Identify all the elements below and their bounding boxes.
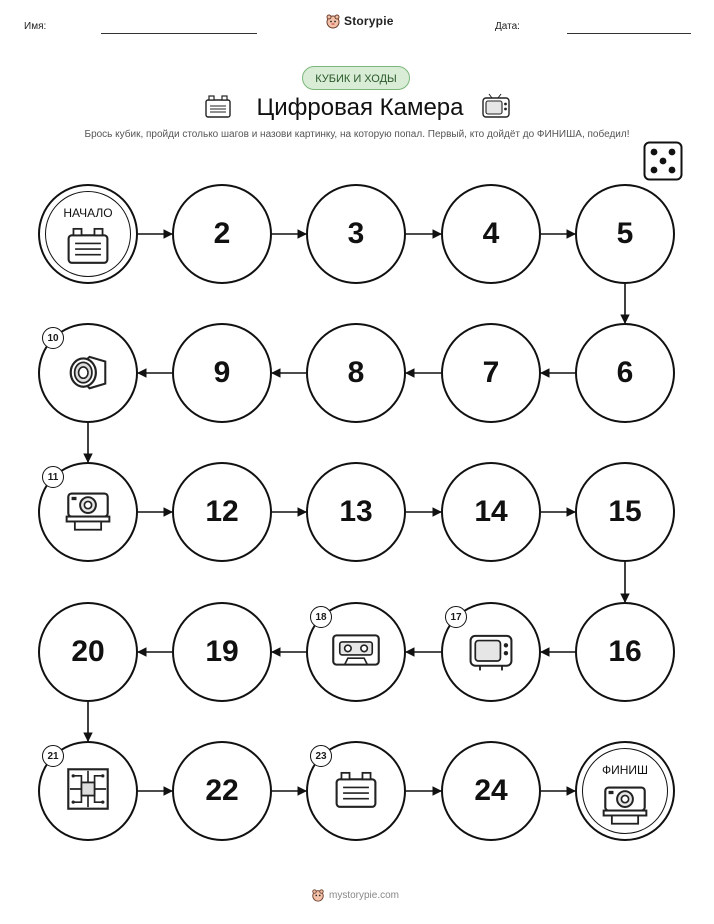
space-number: 7: [482, 356, 500, 389]
space-number: 19: [205, 635, 239, 668]
microchip-icon: [65, 766, 111, 817]
instant-camera-icon: [63, 487, 113, 538]
board-space-8[interactable]: [306, 323, 406, 423]
space-number-badge: 17: [445, 606, 467, 628]
game-tag: КУБИК И ХОДЫ: [302, 66, 410, 90]
board-space-19[interactable]: [172, 602, 272, 702]
battery-icon: [331, 768, 381, 815]
space-number: 4: [482, 217, 500, 250]
board-space-3[interactable]: [306, 184, 406, 284]
brand-name: Storypie: [344, 14, 394, 28]
space-number: 14: [474, 495, 508, 528]
space-number-badge: 21: [42, 745, 64, 767]
space-number: 12: [205, 495, 239, 528]
cassette-icon: [330, 630, 382, 675]
space-number: 6: [616, 356, 634, 389]
tv-icon: [466, 628, 516, 677]
start-label: НАЧАЛО: [63, 206, 113, 220]
board-space-2[interactable]: [172, 184, 272, 284]
mascot-icon: [311, 888, 325, 902]
footer-site[interactable]: mystorypie.com: [329, 889, 400, 901]
space-number: 22: [205, 774, 239, 807]
space-number: 8: [347, 356, 365, 389]
page-title: Цифровая Камера: [256, 94, 464, 121]
start-space[interactable]: [38, 184, 138, 284]
space-number: 24: [474, 774, 508, 807]
space-number: 2: [213, 217, 231, 250]
board-space-6[interactable]: [575, 323, 675, 423]
space-number: 3: [347, 217, 365, 250]
board-space-22[interactable]: [172, 741, 272, 841]
instructions: Брось кубик, пройди столько шагов и назови картинку, на которую попал. Первый, кто дойдёт до ФИНИША, победил!: [84, 129, 630, 140]
space-number-badge: 18: [310, 606, 332, 628]
board-space-7[interactable]: [441, 323, 541, 423]
space-number: 15: [608, 495, 642, 528]
board-space-20[interactable]: [38, 602, 138, 702]
board-space-24[interactable]: [441, 741, 541, 841]
space-number-badge: 11: [42, 466, 64, 488]
space-number: 20: [71, 635, 105, 668]
board-space-5[interactable]: [575, 184, 675, 284]
finish-space[interactable]: [575, 741, 675, 841]
space-number: 9: [213, 356, 231, 389]
board-space-4[interactable]: [441, 184, 541, 284]
date-label: Дата:: [495, 21, 520, 32]
board-space-13[interactable]: [306, 462, 406, 562]
board-space-16[interactable]: [575, 602, 675, 702]
space-number-badge: 10: [42, 327, 64, 349]
board-space-14[interactable]: [441, 462, 541, 562]
board-space-9[interactable]: [172, 323, 272, 423]
space-number: 16: [608, 635, 642, 668]
space-number: 5: [616, 217, 634, 250]
instant-camera-icon: [600, 781, 650, 832]
board-space-12[interactable]: [172, 462, 272, 562]
battery-icon: [63, 224, 113, 271]
lens-icon: [64, 349, 112, 398]
board-space-15[interactable]: [575, 462, 675, 562]
name-label: Имя:: [24, 21, 47, 32]
footer: [311, 888, 399, 902]
finish-label: ФИНИШ: [601, 763, 649, 777]
space-number-badge: 23: [310, 745, 332, 767]
space-number: 13: [339, 495, 373, 528]
